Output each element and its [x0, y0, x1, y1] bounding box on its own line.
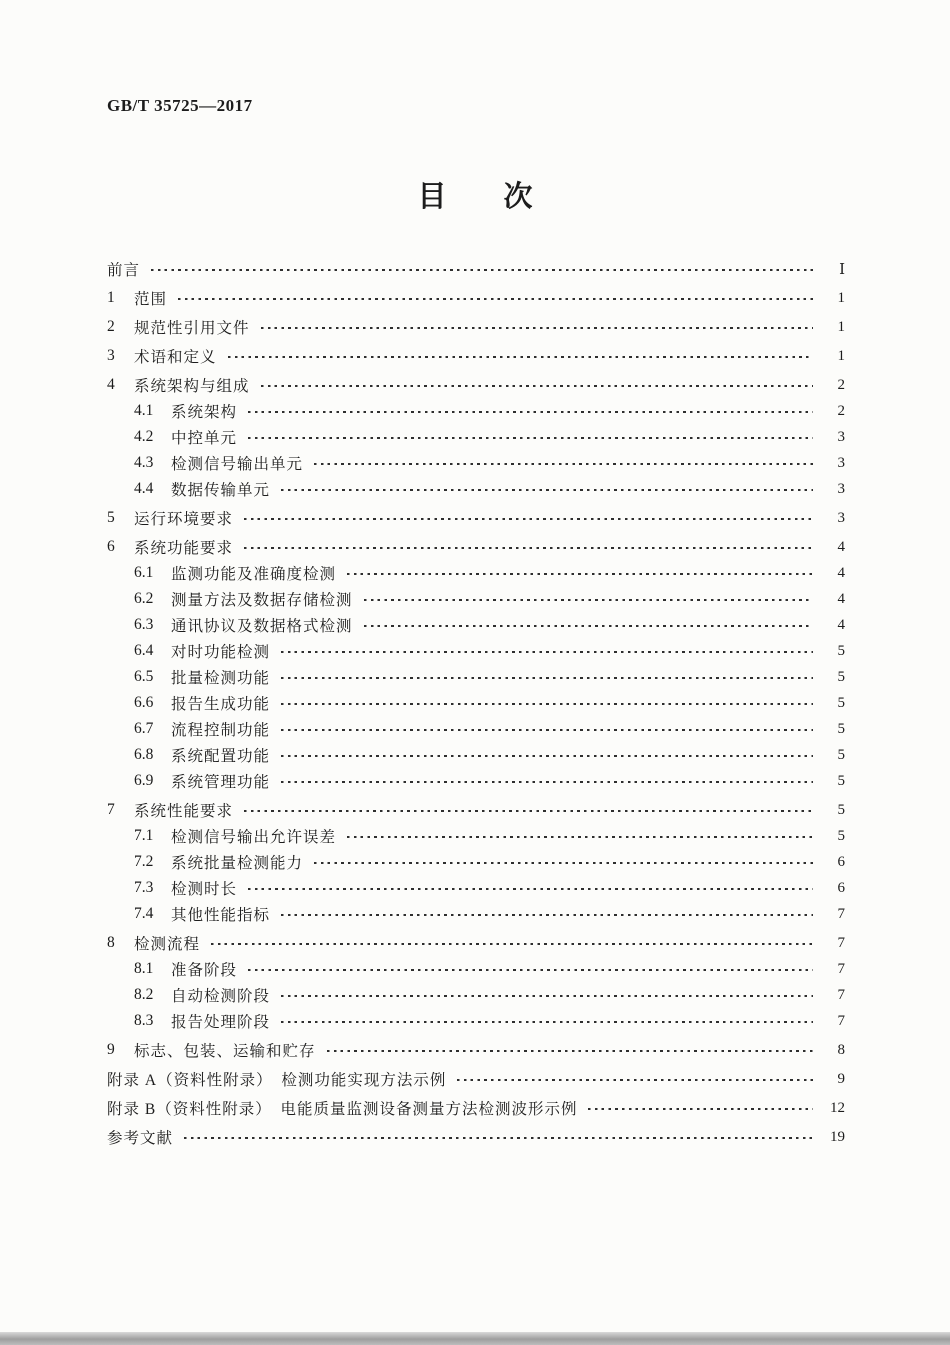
toc-entry: [107, 586, 845, 612]
toc-entry-label: 标志、包装、运输和贮存: [134, 1043, 316, 1060]
toc-entry-number: 6.2: [134, 590, 154, 607]
toc-entry-label: 通讯协议及数据格式检测: [171, 618, 353, 635]
toc-entry: [107, 1124, 845, 1150]
toc-entry-page: 7: [837, 986, 845, 1003]
toc-entry-page: 8: [837, 1041, 845, 1058]
page-title: 目 次: [417, 181, 547, 213]
toc-entry: [107, 768, 845, 794]
toc-leader-dots: [211, 943, 813, 946]
toc-leader-dots: [151, 269, 813, 272]
toc-entry-number: 4.2: [134, 428, 154, 445]
toc-entry-number: 7: [107, 801, 115, 818]
toc-entry-page: 2: [837, 402, 845, 419]
toc-entry-page: 4: [837, 616, 845, 633]
toc-entry-number: 6: [107, 538, 115, 555]
toc-list: [107, 256, 845, 1150]
document-number: GB/T 35725—2017: [107, 96, 253, 115]
toc-entry-label: 系统架构: [171, 404, 238, 421]
toc-entry-label: 批量检测功能: [171, 670, 271, 687]
toc-entry: [107, 664, 845, 690]
toc-leader-dots: [588, 1108, 813, 1111]
toc-entry-number: 4.1: [134, 402, 154, 419]
toc-entry: [107, 742, 845, 768]
toc-entry-label: 系统性能要求: [134, 803, 234, 820]
toc-entry-page: 4: [837, 564, 845, 581]
toc-entry-label: 附录 B（资料性附录） 电能质量监测设备测量方法检测波形示例: [107, 1101, 578, 1118]
toc-entry: [107, 1066, 845, 1092]
toc-entry-label: 中控单元: [171, 430, 238, 447]
toc-entry: [107, 256, 845, 282]
toc-entry-page: 6: [837, 879, 845, 896]
toc-entry-page: 5: [837, 827, 845, 844]
toc-entry: [107, 1037, 845, 1063]
toc-entry-label: 流程控制功能: [171, 722, 271, 739]
toc-leader-dots: [244, 547, 813, 550]
toc-entry-page: 5: [837, 694, 845, 711]
toc-entry-number: 7.4: [134, 905, 154, 922]
toc-entry: [107, 982, 845, 1008]
toc-entry: [107, 398, 845, 424]
toc-entry: [107, 901, 845, 927]
toc-leader-dots: [261, 385, 813, 388]
toc-leader-dots: [178, 298, 813, 301]
toc-entry-page: 3: [837, 454, 845, 471]
toc-entry-page: 3: [837, 480, 845, 497]
toc-entry-number: 7.2: [134, 853, 154, 870]
toc-entry-page: 6: [837, 853, 845, 870]
toc-leader-dots: [281, 1021, 813, 1024]
toc-entry-number: 4.3: [134, 454, 154, 471]
toc-entry-number: 8.2: [134, 986, 154, 1003]
toc-entry-page: 5: [837, 668, 845, 685]
toc-entry-page: 1: [837, 318, 845, 335]
toc-entry: [107, 716, 845, 742]
toc-entry-label: 系统功能要求: [134, 540, 234, 557]
toc-entry: [107, 450, 845, 476]
toc-entry-label: 自动检测阶段: [171, 988, 271, 1005]
toc-entry-label: 系统批量检测能力: [171, 855, 304, 872]
toc-leader-dots: [281, 651, 813, 654]
toc-entry-label: 检测信号输出单元: [171, 456, 304, 473]
toc-entry-label: 检测流程: [134, 936, 201, 953]
toc-leader-dots: [281, 677, 813, 680]
toc-entry-label: 数据传输单元: [171, 482, 271, 499]
toc-leader-dots: [248, 888, 813, 891]
toc-entry-page: 4: [837, 590, 845, 607]
toc-leader-dots: [347, 573, 813, 576]
toc-entry-page: 7: [837, 960, 845, 977]
toc-entry-label: 报告生成功能: [171, 696, 271, 713]
toc-entry-page: 5: [837, 801, 845, 818]
toc-entry-number: 6.7: [134, 720, 154, 737]
toc-entry-number: 6.8: [134, 746, 154, 763]
toc-entry-number: 6.9: [134, 772, 154, 789]
toc-entry: [107, 1008, 845, 1034]
toc-entry-number: 7.1: [134, 827, 154, 844]
toc-leader-dots: [327, 1050, 813, 1053]
toc-entry-label: 系统管理功能: [171, 774, 271, 791]
toc-leader-dots: [314, 862, 813, 865]
toc-entry: [107, 930, 845, 956]
toc-entry-number: 8.1: [134, 960, 154, 977]
toc-leader-dots: [184, 1137, 813, 1140]
toc-entry-number: 6.6: [134, 694, 154, 711]
toc-leader-dots: [364, 625, 813, 628]
toc-entry-label: 报告处理阶段: [171, 1014, 271, 1031]
toc-entry-label: 检测信号输出允许误差: [171, 829, 337, 846]
toc-entry-number: 1: [107, 289, 115, 306]
toc-leader-dots: [457, 1079, 813, 1082]
toc-entry-number: 6.5: [134, 668, 154, 685]
toc-entry-label: 前言: [107, 262, 141, 279]
toc-entry-label: 术语和定义: [134, 349, 217, 366]
toc-entry-page: 19: [830, 1128, 845, 1145]
toc-entry-number: 4.4: [134, 480, 154, 497]
toc-entry-label: 监测功能及准确度检测: [171, 566, 337, 583]
toc-entry-page: 5: [837, 642, 845, 659]
toc-entry-page: 1: [837, 347, 845, 364]
toc-entry-number: 8: [107, 934, 115, 951]
toc-entry: [107, 372, 845, 398]
toc-entry-page: 7: [837, 1012, 845, 1029]
toc-entry: [107, 797, 845, 823]
toc-entry-label: 对时功能检测: [171, 644, 271, 661]
toc-leader-dots: [281, 489, 813, 492]
toc-leader-dots: [248, 411, 813, 414]
toc-entry-number: 4: [107, 376, 115, 393]
toc-entry-label: 规范性引用文件: [134, 320, 250, 337]
toc-leader-dots: [347, 836, 813, 839]
toc-entry-label: 检测时长: [171, 881, 238, 898]
toc-entry: [107, 534, 845, 560]
toc-entry-number: 7.3: [134, 879, 154, 896]
toc-entry-page: 12: [830, 1099, 845, 1116]
toc-leader-dots: [281, 729, 813, 732]
toc-entry: [107, 285, 845, 311]
toc-entry: [107, 1095, 845, 1121]
toc-entry-page: 7: [837, 934, 845, 951]
toc-entry-number: 6.3: [134, 616, 154, 633]
toc-entry-number: 6.4: [134, 642, 154, 659]
toc-leader-dots: [248, 437, 813, 440]
toc-entry: [107, 849, 845, 875]
toc-entry-label: 附录 A（资料性附录） 检测功能实现方法示例: [107, 1072, 447, 1089]
toc-entry: [107, 875, 845, 901]
toc-entry-page: 2: [837, 376, 845, 393]
toc-entry-label: 系统架构与组成: [134, 378, 250, 395]
page-bottom-scan-bar: [0, 1332, 950, 1345]
toc-entry: [107, 956, 845, 982]
toc-entry-page: 5: [837, 746, 845, 763]
toc-entry-number: 2: [107, 318, 115, 335]
toc-entry-page: Ⅰ: [839, 261, 845, 278]
toc-leader-dots: [281, 995, 813, 998]
toc-entry-page: 4: [837, 538, 845, 555]
toc-leader-dots: [314, 463, 813, 466]
toc-leader-dots: [281, 914, 813, 917]
toc-entry-label: 测量方法及数据存储检测: [171, 592, 353, 609]
toc-entry: [107, 505, 845, 531]
toc-entry-label: 系统配置功能: [171, 748, 271, 765]
toc-entry-label: 其他性能指标: [171, 907, 271, 924]
toc-entry: [107, 638, 845, 664]
toc-entry-number: 5: [107, 509, 115, 526]
toc-entry-page: 1: [837, 289, 845, 306]
toc-leader-dots: [281, 703, 813, 706]
toc-leader-dots: [261, 327, 813, 330]
toc-entry-number: 8.3: [134, 1012, 154, 1029]
toc-entry-label: 准备阶段: [171, 962, 238, 979]
toc-entry-page: 5: [837, 772, 845, 789]
toc-entry-page: 3: [837, 428, 845, 445]
toc-entry: [107, 424, 845, 450]
toc-entry: [107, 343, 845, 369]
toc-leader-dots: [244, 810, 813, 813]
toc-entry-number: 6.1: [134, 564, 154, 581]
toc-entry: [107, 476, 845, 502]
toc-leader-dots: [364, 599, 813, 602]
toc-leader-dots: [281, 755, 813, 758]
toc-entry-number: 9: [107, 1041, 115, 1058]
toc-entry-label: 参考文献: [107, 1130, 174, 1147]
toc-leader-dots: [228, 356, 813, 359]
toc-leader-dots: [281, 781, 813, 784]
toc-entry-label: 范围: [134, 291, 168, 308]
toc-entry-label: 运行环境要求: [134, 511, 234, 528]
toc-entry: [107, 560, 845, 586]
toc-entry-page: 7: [837, 905, 845, 922]
toc-entry: [107, 823, 845, 849]
toc-entry-number: 3: [107, 347, 115, 364]
toc-entry-page: 3: [837, 509, 845, 526]
toc-entry: [107, 314, 845, 340]
toc-entry: [107, 612, 845, 638]
toc-entry-page: 5: [837, 720, 845, 737]
toc-entry: [107, 690, 845, 716]
toc-leader-dots: [248, 969, 813, 972]
toc-entry-page: 9: [837, 1070, 845, 1087]
toc-leader-dots: [244, 518, 813, 521]
